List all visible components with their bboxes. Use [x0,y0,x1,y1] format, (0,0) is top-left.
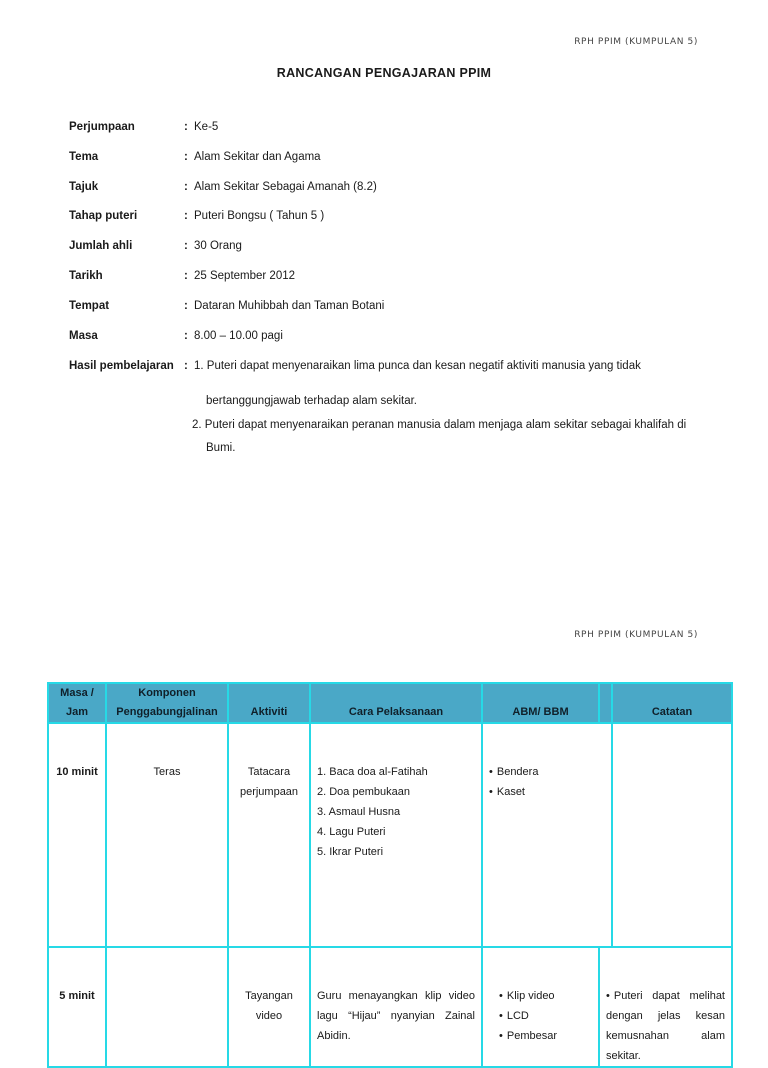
header-masa: Masa / Jam [48,683,106,723]
step-item: 1. Baca doa al-Fatihah [317,766,428,778]
catatan-list [606,986,725,1066]
cell-cara-pelaksanaan [310,723,482,947]
cell-komponen: Teras [106,723,228,947]
header-catatan: Catatan [612,683,732,723]
abm-item: • Klip video [489,986,592,1006]
info-row-tajuk: Tajuk : Alam Sekitar Sebagai Amanah (8.2) [69,180,377,193]
cell-catatan [612,723,732,947]
info-label: Tahap puteri [69,210,138,223]
cell-abm-bbm [482,723,612,947]
info-value: Ke-5 [194,121,219,133]
table-row [48,947,732,1067]
outcomes-label: Hasil pembelajaran [69,360,174,372]
info-section [69,118,709,356]
info-value: 25 September 2012 [194,269,296,282]
info-label: Jumlah ahli [69,240,133,253]
step-item: 2. Doa pembukaan [317,786,410,798]
cell-masa: 10 minit [48,723,106,947]
info-value: Alam Sekitar dan Agama [194,150,321,163]
info-row-tema: Tema : Alam Sekitar dan Agama [69,150,321,163]
header-aktiviti: Aktiviti [228,683,310,723]
lesson-plan-table [47,682,733,1068]
table-header-row [48,683,732,723]
page-header-note-2: RPH PPIM (KUMPULAN 5) [574,630,698,640]
info-row-jumlah-ahli: Jumlah ahli : 30 Orang [69,240,242,253]
cell-masa: 5 minit [48,947,106,1067]
cell-catatan [599,947,732,1067]
abm-item: • Pembesar [489,1026,592,1046]
info-value: 30 Orang [194,240,242,253]
info-row-tahap-puteri: Tahap puteri : Puteri Bongsu ( Tahun 5 ) [69,210,325,223]
info-label: Tajuk [69,180,99,193]
outcome-2-line-1: 2. Puteri dapat menyenaraikan peranan manusia dalam menjaga alam sekitar sebagai khalifah di [192,419,687,431]
abm-list [489,762,605,802]
info-row-masa: Masa : 8.00 – 10.00 pagi [69,329,283,342]
info-label: Tempat [69,299,110,312]
info-label: Tema [69,150,99,163]
cell-komponen [106,947,228,1067]
info-value: Puteri Bongsu ( Tahun 5 ) [194,210,325,223]
info-label: Masa [69,329,98,342]
page-header-note: RPH PPIM (KUMPULAN 5) [574,37,698,47]
cell-abm-bbm [482,947,599,1067]
header-komponen: Komponen Penggabungjalinan [106,683,228,723]
header-spacer [599,683,612,723]
info-label: Perjumpaan [69,121,135,133]
document-title: RANCANGAN PENGAJARAN PPIM [276,66,492,80]
step-item: 4. Lagu Puteri [317,826,386,838]
abm-list [489,986,592,1046]
info-value: Alam Sekitar Sebagai Amanah (8.2) [194,180,377,193]
header-cara-pelaksanaan: Cara Pelaksanaan [310,683,482,723]
info-value: 8.00 – 10.00 pagi [194,329,283,342]
step-item: 3. Asmaul Husna [317,806,401,818]
info-row-tarikh: Tarikh : 25 September 2012 [69,269,296,282]
table-row [48,723,732,947]
cell-cara-pelaksanaan: Guru menayangkan klip video lagu “Hijau” nyanyian Zainal Abidin. [310,947,482,1067]
step-item: 5. Ikrar Puteri [317,846,384,858]
abm-item: • Kaset [489,782,605,802]
cell-aktiviti: Tatacara perjumpaan [228,723,310,947]
info-row-tempat: Tempat : Dataran Muhibbah dan Taman Botani [69,299,385,312]
abm-item: • LCD [489,1006,592,1026]
catatan-item: • Puteri dapat melihat dengan jelas kesan kemusnahan alam sekitar. [606,986,725,1066]
info-label: Tarikh [69,269,103,282]
outcome-1-line-2: bertanggungjawab terhadap alam sekitar. [206,395,417,407]
info-row-perjumpaan: Perjumpaan : Ke-5 [69,121,219,133]
abm-item: • Bendera [489,762,605,782]
outcome-1-line-1: 1. Puteri dapat menyenaraikan lima punca dan kesan negatif aktiviti manusia yang tidak [194,360,641,372]
info-value: Dataran Muhibbah dan Taman Botani [194,299,385,312]
header-abm-bbm: ABM/ BBM [482,683,599,723]
outcome-2-line-2: Bumi. [206,442,236,454]
cell-aktiviti: Tayangan video [228,947,310,1067]
